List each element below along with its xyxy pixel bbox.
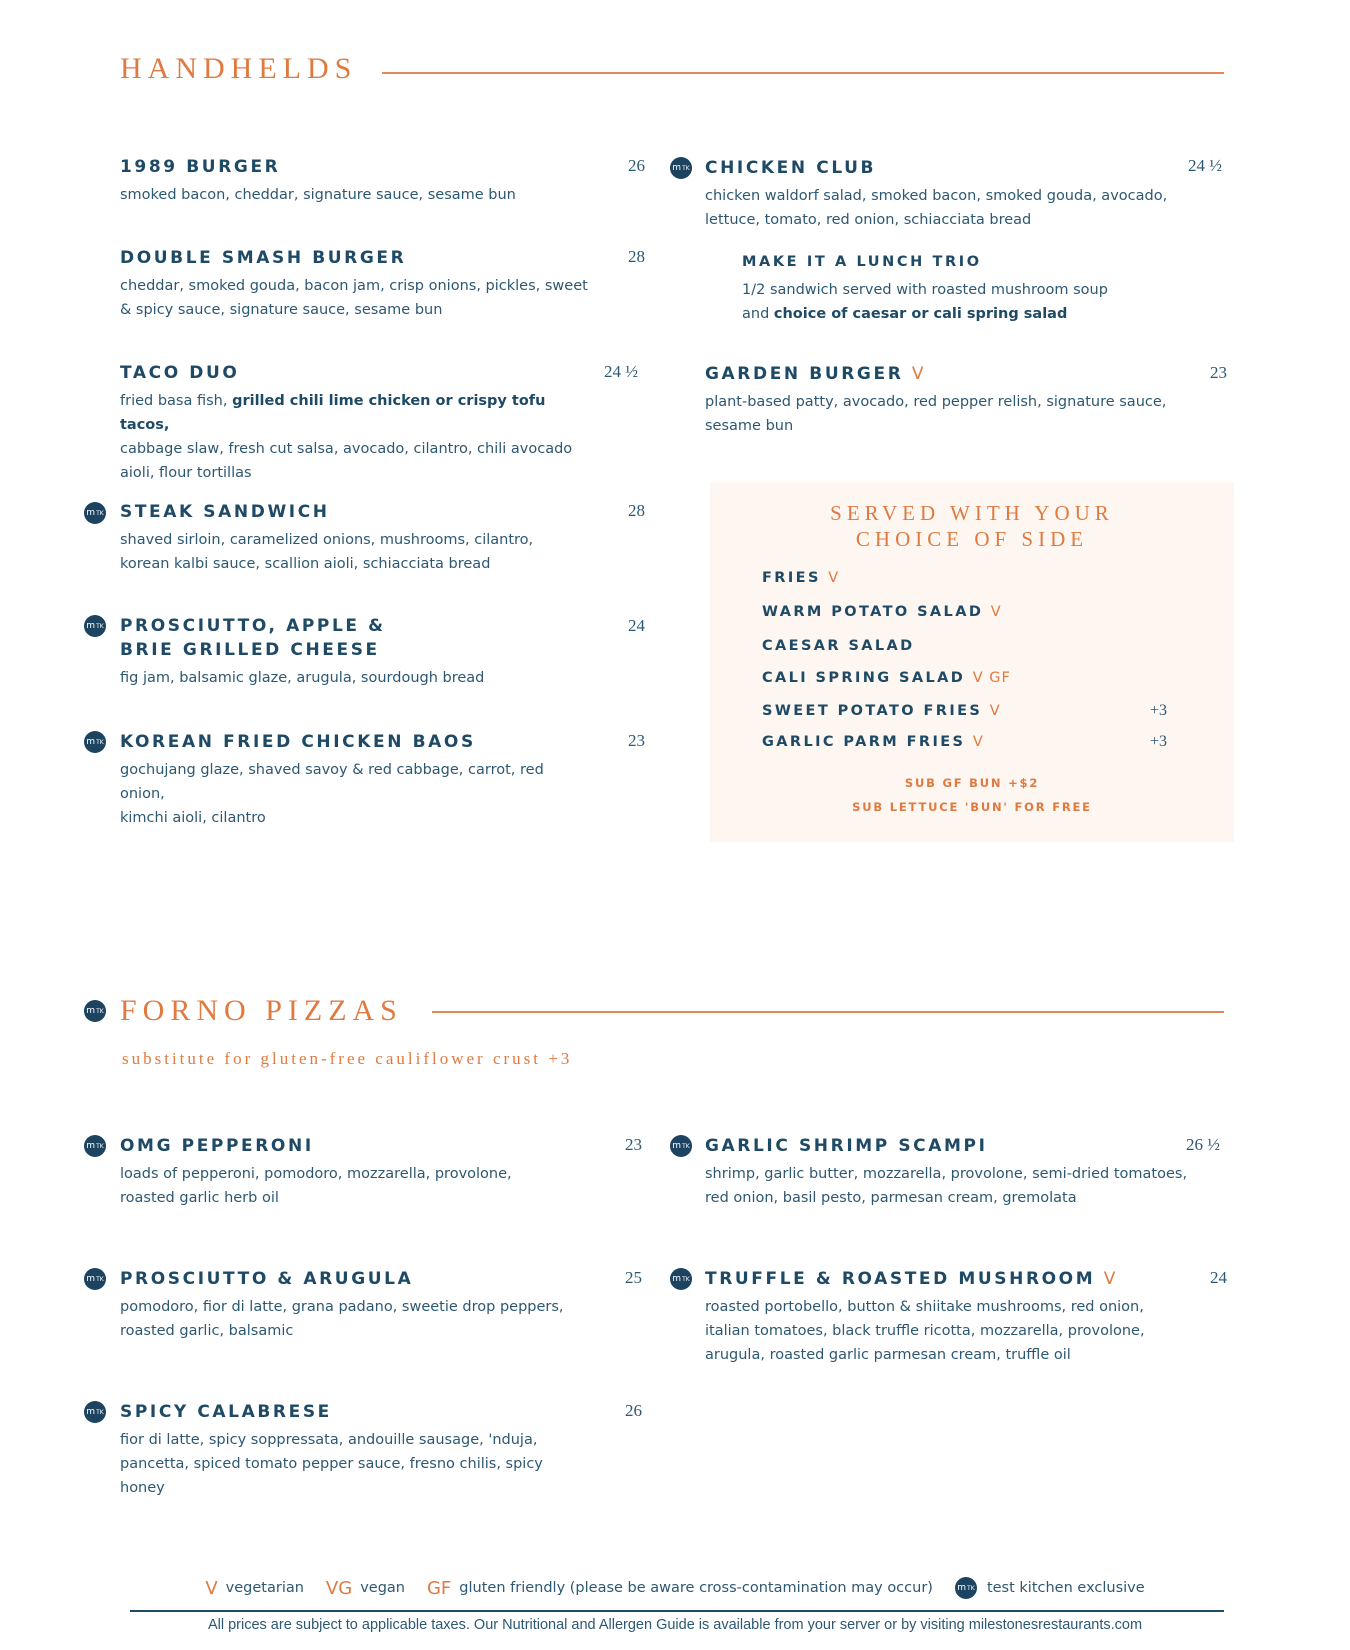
pizzas-title: FORNO PIZZAS — [120, 994, 403, 1027]
item-desc: pomodoro, fior di latte, grana padano, sweetie drop peppers, roasted garlic, balsamic — [120, 1299, 564, 1339]
item-name: MAKE IT A LUNCH TRIO — [742, 254, 982, 270]
test-kitchen-icon: m TK — [670, 1268, 692, 1290]
item-name: 1989 BURGER — [120, 157, 281, 177]
test-kitchen-icon: m TK — [84, 731, 106, 753]
side-warm-potato-salad: WARM POTATO SALAD V — [762, 604, 1002, 620]
item-name: CHICKEN CLUB — [705, 158, 877, 178]
test-kitchen-icon: m TK — [84, 1268, 106, 1290]
legend-v-code: V — [205, 1577, 218, 1599]
menu-item-prosciutto-arugula — [120, 1267, 590, 1343]
side-caesar-salad: CAESAR SALAD — [762, 638, 915, 654]
sides-box — [710, 482, 1234, 842]
item-name: TRUFFLE & ROASTED MUSHROOM V — [705, 1269, 1119, 1289]
item-desc: smoked bacon, cheddar, signature sauce, sesame bun — [120, 187, 516, 203]
item-price: 23 — [1210, 363, 1227, 382]
item-price: 24 ½ — [1188, 156, 1222, 175]
side-fries: FRIES V — [762, 570, 840, 586]
test-kitchen-icon: m TK — [955, 1577, 977, 1599]
item-price: 28 — [628, 501, 645, 520]
footer-rule — [130, 1610, 1224, 1612]
vegetarian-tag: V — [911, 364, 927, 384]
item-desc: shaved sirloin, caramelized onions, mushrooms, cilantro, korean kalbi sauce, scallion aioli, schiacciata bread — [120, 532, 534, 572]
item-name: PROSCIUTTO & ARUGULA — [120, 1269, 414, 1289]
test-kitchen-icon: m TK — [84, 502, 106, 524]
item-desc: fior di latte, spicy soppressata, andouille sausage, 'nduja, pancetta, spiced tomato pepper sauce, fresno chilis, spicy honey — [120, 1432, 543, 1496]
item-desc: cheddar, smoked gouda, bacon jam, crisp onions, pickles, sweet & spicy sauce, signature sauce, sesame bun — [120, 278, 588, 318]
side-cali-spring-salad: CALI SPRING SALAD V GF — [762, 670, 1011, 686]
legend-vg-label: vegan — [360, 1580, 405, 1596]
item-price: 24 ½ — [604, 362, 638, 381]
legend-vg-code: VG — [325, 1577, 353, 1599]
item-desc: plant-based patty, avocado, red pepper relish, signature sauce, sesame bun — [705, 394, 1167, 434]
item-name: SPICY CALABRESE — [120, 1402, 332, 1422]
menu-item-prosciutto-apple-brie — [120, 614, 590, 690]
item-desc: fried basa fish, grilled chili lime chicken or crispy tofu tacos, cabbage slaw, fresh cut salsa, avocado, cilantro, chili avocado aioli, flour tortillas — [120, 393, 573, 481]
item-name: DOUBLE SMASH BURGER — [120, 248, 407, 268]
menu-item-spicy-calabrese — [120, 1400, 590, 1500]
item-price: 23 — [628, 731, 645, 750]
item-price: 26 — [628, 156, 645, 175]
menu-item-lunch-trio — [742, 250, 1222, 326]
test-kitchen-icon: m TK — [670, 1135, 692, 1157]
test-kitchen-icon: m TK — [84, 1401, 106, 1423]
item-desc: fig jam, balsamic glaze, arugula, sourdough bread — [120, 670, 485, 686]
item-name: TACO DUO — [120, 363, 240, 383]
legend-v-label: vegetarian — [225, 1580, 304, 1596]
vegetarian-tag: V — [1103, 1269, 1119, 1289]
item-price: 25 — [625, 1268, 642, 1287]
menu-item-double-smash-burger — [120, 246, 590, 322]
menu-item-chicken-club — [705, 156, 1235, 232]
menu-item-omg-pepperoni — [120, 1134, 590, 1210]
item-price: 26 — [625, 1401, 642, 1420]
item-name: KOREAN FRIED CHICKEN BAOS — [120, 732, 476, 752]
item-desc: roasted portobello, button & shiitake mushrooms, red onion, italian tomatoes, black truffle ricotta, mozzarella, provolone, arugula, roasted garlic parmesan cream, truffle oil — [705, 1299, 1145, 1363]
menu-item-steak-sandwich — [120, 500, 590, 576]
footer-disclaimer: All prices are subject to applicable taxes. Our Nutritional and Allergen Guide is available from your server or by visiting milestonesrestaurants.com — [207, 1617, 1143, 1633]
side-extra-price: +3 — [1150, 733, 1168, 750]
side-garlic-parm-fries: GARLIC PARM FRIES V — [762, 734, 984, 750]
legend-tk-label: test kitchen exclusive — [986, 1580, 1145, 1596]
menu-item-korean-fried-chicken-baos — [120, 730, 590, 830]
item-desc: loads of pepperoni, pomodoro, mozzarella, provolone, roasted garlic herb oil — [120, 1166, 512, 1206]
menu-item-garden-burger — [705, 362, 1235, 438]
item-price: 23 — [625, 1135, 642, 1154]
item-name: PROSCIUTTO, APPLE & BRIE GRILLED CHEESE — [120, 616, 386, 660]
legend-gf-code: GF — [426, 1577, 452, 1599]
handhelds-rule — [382, 72, 1224, 74]
menu-item-garlic-shrimp-scampi — [705, 1134, 1235, 1210]
item-name: GARDEN BURGER V — [705, 364, 927, 384]
item-price: 26 ½ — [1186, 1135, 1220, 1154]
menu-item-taco-duo — [120, 361, 590, 485]
pizzas-rule — [432, 1011, 1224, 1013]
pizzas-subtitle: substitute for gluten-free cauliflower crust +3 — [122, 1049, 573, 1068]
item-name: STEAK SANDWICH — [120, 502, 330, 522]
item-price: 24 — [628, 616, 645, 635]
item-name: GARLIC SHRIMP SCAMPI — [705, 1136, 988, 1156]
menu-item-1989-burger — [120, 155, 590, 207]
handhelds-title: HANDHELDS — [120, 52, 358, 85]
item-price: 24 — [1210, 1268, 1227, 1287]
menu-item-truffle-roasted-mushroom — [705, 1267, 1235, 1367]
legend — [0, 1577, 1350, 1599]
item-desc: gochujang glaze, shaved savoy & red cabbage, carrot, red onion, kimchi aioli, cilantro — [120, 762, 544, 826]
legend-gf-label: gluten friendly (please be aware cross-contamination may occur) — [459, 1580, 933, 1596]
sub-gf-bun-note: SUB GF BUN +$2 — [904, 776, 1040, 790]
item-desc: shrimp, garlic butter, mozzarella, provolone, semi-dried tomatoes, red onion, basil pesto, parmesan cream, gremolata — [705, 1166, 1188, 1206]
sub-lettuce-bun-note: SUB LETTUCE 'BUN' FOR FREE — [852, 800, 1092, 814]
item-name: OMG PEPPERONI — [120, 1136, 314, 1156]
test-kitchen-icon: m TK — [670, 157, 692, 179]
item-price: 28 — [628, 247, 645, 266]
test-kitchen-icon: m TK — [84, 1000, 106, 1022]
test-kitchen-icon: m TK — [84, 615, 106, 637]
test-kitchen-icon: m TK — [84, 1135, 106, 1157]
side-sweet-potato-fries: SWEET POTATO FRIES V — [762, 703, 1001, 719]
side-extra-price: +3 — [1150, 702, 1168, 719]
item-desc: 1/2 sandwich served with roasted mushroom soup and choice of caesar or cali spring salad — [742, 282, 1108, 322]
sides-title: SERVED WITH YOUR CHOICE OF SIDE — [830, 501, 1114, 551]
item-desc: chicken waldorf salad, smoked bacon, smoked gouda, avocado, lettuce, tomato, red onion, schiacciata bread — [705, 188, 1168, 228]
